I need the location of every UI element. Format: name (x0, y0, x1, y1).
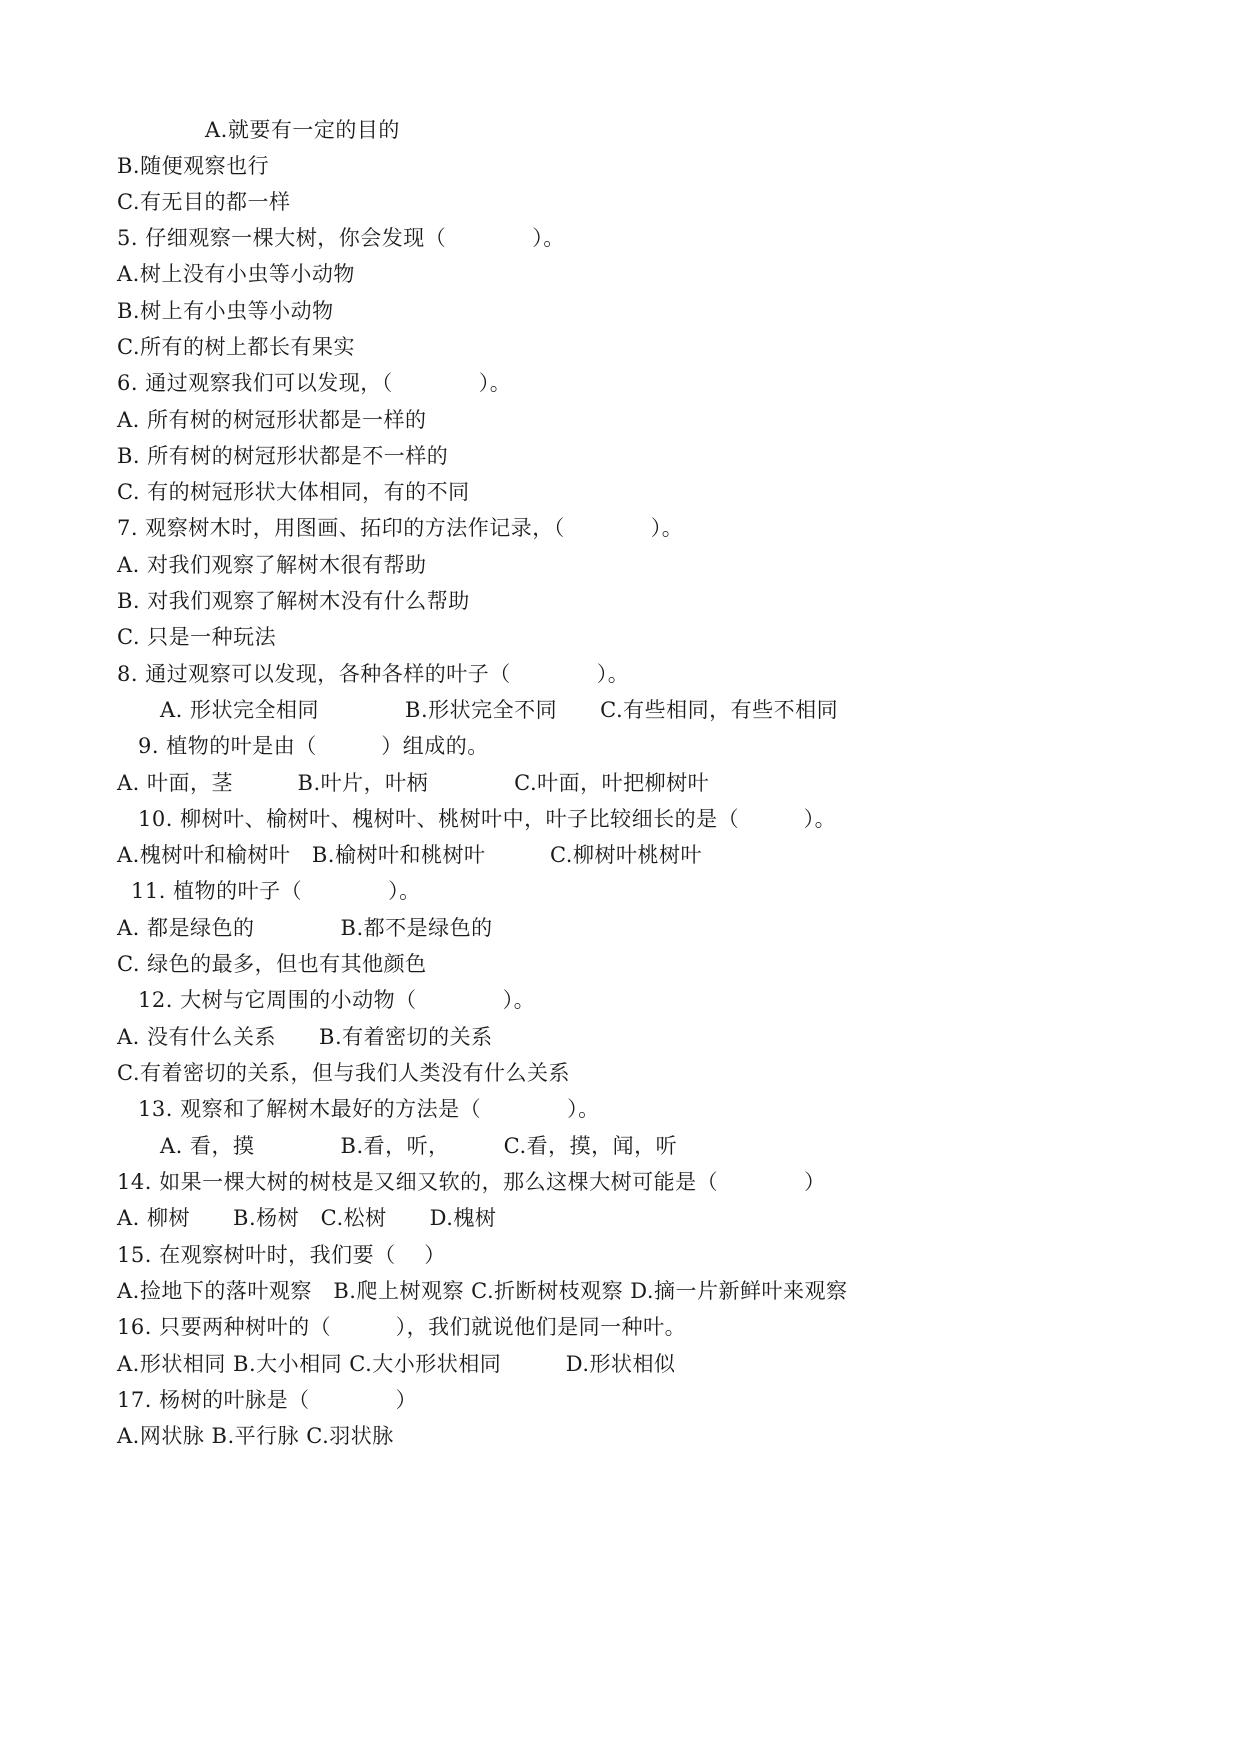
option-line: A.槐树叶和榆树叶 B.榆树叶和桃树叶 C.柳树叶桃树叶 (117, 843, 702, 867)
question-line: 17. 杨树的叶脉是（ ） (117, 1388, 418, 1412)
question-line: 12. 大树与它周围的小动物（ ）。 (138, 988, 536, 1012)
option-line: A. 没有什么关系 B.有着密切的关系 (117, 1025, 493, 1049)
question-line: 9. 植物的叶是由（ ）组成的。 (138, 734, 489, 758)
question-line: 7. 观察树木时，用图画、拓印的方法作记录，（ ）。 (117, 516, 684, 540)
question-line: 6. 通过观察我们可以发现，（ ）。 (117, 371, 512, 395)
option-line: C. 只是一种玩法 (117, 625, 277, 649)
question-line: 13. 观察和了解树木最好的方法是（ ）。 (138, 1097, 600, 1121)
option-line: A.就要有一定的目的 (205, 118, 400, 142)
option-line: A. 都是绿色的 B.都不是绿色的 (117, 916, 493, 940)
option-line: A. 看，摸 B.看，听， C.看，摸，闻，听 (160, 1134, 678, 1158)
option-line: C.有着密切的关系，但与我们人类没有什么关系 (117, 1061, 570, 1085)
question-line: 8. 通过观察可以发现，各种各样的叶子（ ）。 (117, 662, 630, 686)
question-line: 10. 柳树叶、榆树叶、槐树叶、桃树叶中，叶子比较细长的是（ ）。 (138, 807, 837, 831)
question-line: 14. 如果一棵大树的树枝是又细又软的，那么这棵大树可能是（ ） (117, 1170, 826, 1194)
option-line: A.形状相同 B.大小相同 C.大小形状相同 D.形状相似 (117, 1352, 676, 1376)
option-line: B. 对我们观察了解树木没有什么帮助 (117, 589, 470, 613)
question-line: 15. 在观察树叶时，我们要（ ） (117, 1243, 446, 1267)
option-line: C.所有的树上都长有果实 (117, 335, 355, 359)
option-line: A.网状脉 B.平行脉 C.羽状脉 (117, 1424, 394, 1448)
option-line: C. 有的树冠形状大体相同，有的不同 (117, 480, 470, 504)
option-line: A. 叶面，茎 B.叶片，叶柄 C.叶面，叶把柳树叶 (117, 771, 710, 795)
option-line: A. 所有树的树冠形状都是一样的 (117, 408, 427, 432)
option-line: A.捡地下的落叶观察 B.爬上树观察 C.折断树枝观察 D.摘一片新鲜叶来观察 (117, 1279, 848, 1303)
question-line: 11. 植物的叶子（ ）。 (131, 879, 421, 903)
question-line: 16. 只要两种树叶的（ ），我们就说他们是同一种叶。 (117, 1315, 687, 1339)
option-line: A. 形状完全相同 B.形状完全不同 C.有些相同，有些不相同 (160, 698, 839, 722)
option-line: C.有无目的都一样 (117, 190, 291, 214)
option-line: A. 柳树 B.杨树 C.松树 D.槐树 (117, 1206, 497, 1230)
option-line: B.树上有小虫等小动物 (117, 299, 334, 323)
option-line: A. 对我们观察了解树木很有帮助 (117, 553, 427, 577)
option-line: B.随便观察也行 (117, 154, 270, 178)
question-line: 5. 仔细观察一棵大树，你会发现（ ）。 (117, 226, 565, 250)
option-line: A.树上没有小虫等小动物 (117, 262, 355, 286)
option-line: C. 绿色的最多，但也有其他颜色 (117, 952, 427, 976)
option-line: B. 所有树的树冠形状都是不一样的 (117, 444, 449, 468)
